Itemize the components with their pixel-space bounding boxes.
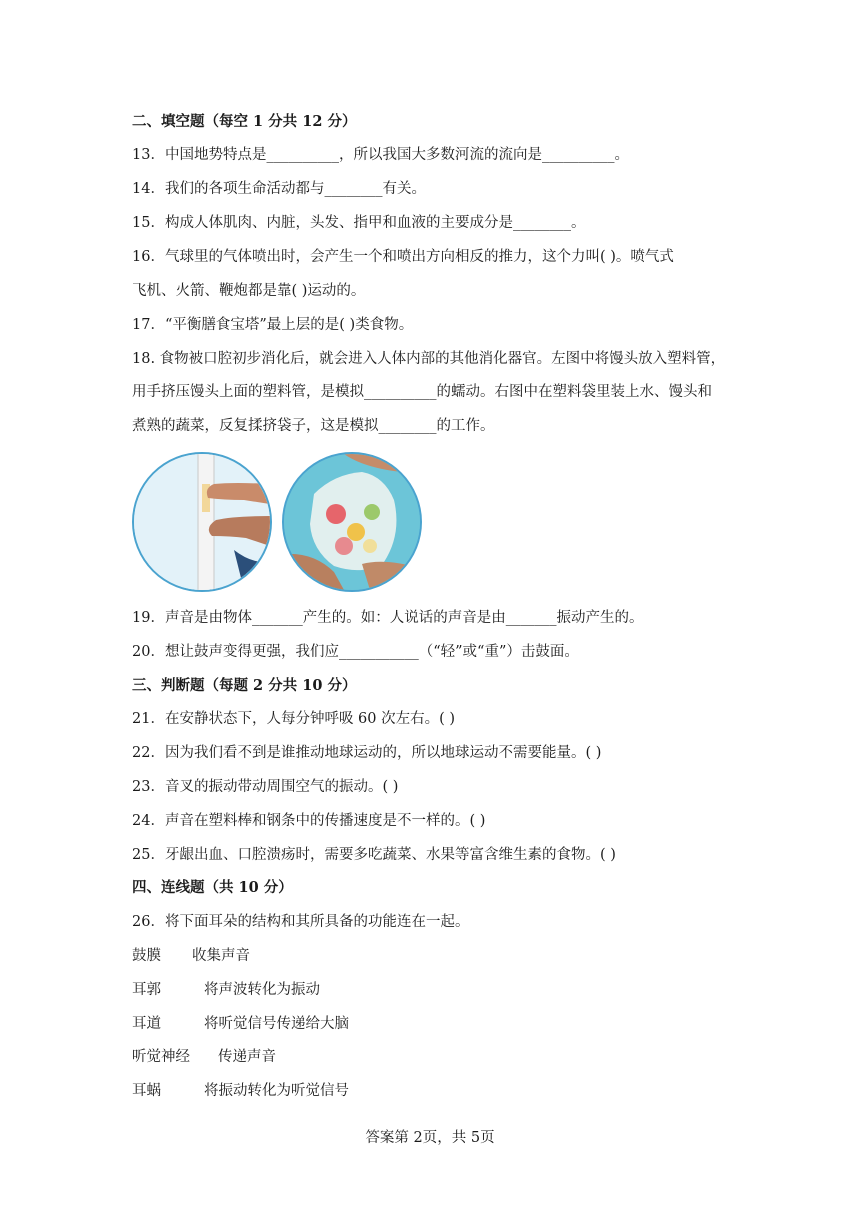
question-18-line-2: 用手挤压馒头上面的塑料管，是模拟__________的蠕动。右图中在塑料袋里装上水、馒头和 [132,384,712,400]
tube-squeeze-photo [132,452,272,592]
ear-structure: 鼓膜 [132,948,161,964]
question-15: 15．构成人体肌肉、内脏，头发、指甲和血液的主要成分是________。 [132,215,586,231]
digestion-figures [130,450,430,592]
page-footer: 答案第 2页，共 5页 [365,1130,495,1146]
match-row [132,980,320,1000]
ear-structure: 耳郭 [132,982,161,998]
match-row [132,1014,349,1034]
ear-structure: 耳蜗 [132,1083,161,1099]
question-16-line-1: 16．气球里的气体喷出时，会产生一个和喷出方向相反的推力，这个力叫( )。喷气式 [132,249,674,265]
question-22: 22．因为我们看不到是谁推动地球运动的，所以地球运动不需要能量。( ) [132,745,602,761]
question-21: 21．在安静状态下，人每分钟呼吸 60 次左右。( ) [132,711,456,727]
question-20: 20．想让鼓声变得更强，我们应___________（“轻”或“重”）击鼓面。 [132,644,579,660]
question-18-line-1: 18. 食物被口腔初步消化后，就会进入人体内部的其他消化器官。左图中将馒头放入塑料管， [132,351,726,367]
question-25: 25．牙龈出血、口腔溃疡时，需要多吃蔬菜、水果等富含维生素的食物。( ) [132,847,616,863]
match-row [132,1047,276,1067]
section-2-heading: 二、填空题（每空 1 分共 12 分） [132,113,357,130]
section-4-heading: 四、连线题（共 10 分） [132,879,293,896]
ear-function: 将振动转化为听觉信号 [204,1083,349,1099]
section-3-heading: 三、判断题（每题 2 分共 10 分） [132,677,357,694]
ear-function: 将听觉信号传递给大脑 [204,1016,349,1032]
ear-structure: 听觉神经 [132,1049,190,1065]
question-13: 13．中国地势特点是__________，所以我国大多数河流的流向是__________。 [132,147,629,163]
ear-function: 收集声音 [192,948,250,964]
question-19: 19．声音是由物体_______产生的。如：人说话的声音是由_______振动产生的。 [132,610,644,626]
question-14: 14．我们的各项生命活动都与________有关。 [132,181,426,197]
question-17: 17．“平衡膳食宝塔”最上层的是( )类食物。 [132,317,414,333]
question-23: 23．音叉的振动带动周围空气的振动。( ) [132,779,399,795]
question-26: 26．将下面耳朵的结构和其所具备的功能连在一起。 [132,914,470,930]
ear-function: 将声波转化为振动 [204,982,320,998]
question-24: 24．声音在塑料棒和钢条中的传播速度是不一样的。( ) [132,813,486,829]
ear-structure: 耳道 [132,1016,161,1032]
bag-knead-photo [282,452,422,592]
ear-function: 传递声音 [218,1049,276,1065]
question-16-line-2: 飞机、火箭、鞭炮都是靠( )运动的。 [132,283,366,299]
question-18-line-3: 煮熟的蔬菜，反复揉挤袋子，这是模拟________的工作。 [132,418,495,434]
match-row [132,1081,349,1101]
match-row [132,946,250,966]
